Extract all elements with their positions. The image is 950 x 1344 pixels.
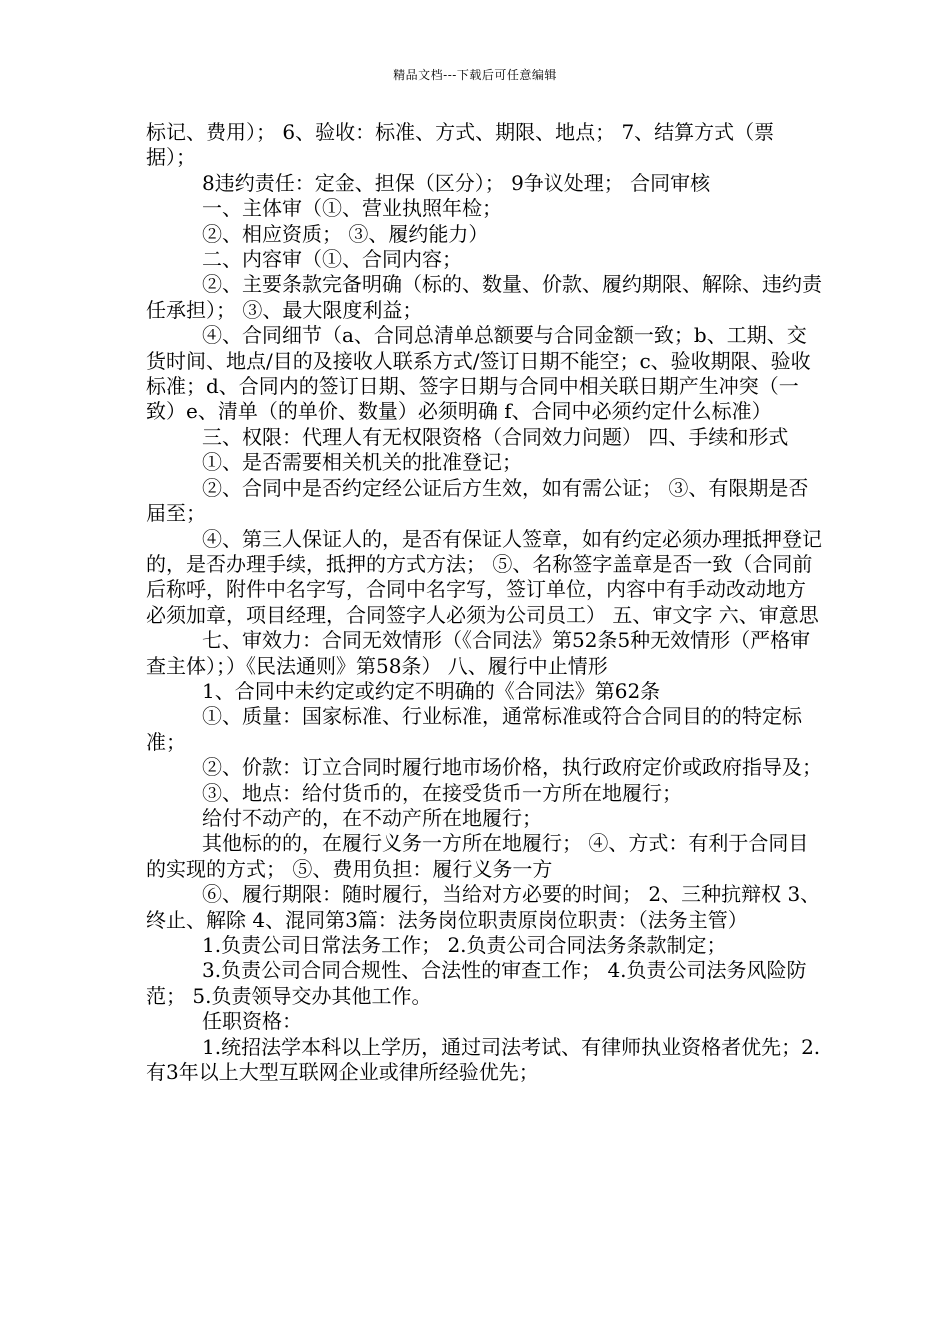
paragraph: 标记、费用）； 6、验收：标准、方式、期限、地点； 7、结算方式（票据）； [146,120,775,170]
paragraph: ②、相应资质； ③、履约能力） [202,221,489,246]
paragraph: ②、价款：订立合同时履行地市场价格，执行政府定价或政府指导及； [202,755,822,780]
paragraph: 其他标的的，在履行义务一方所在地履行； ④、方式：有利于合同目的实现的方式； ⑤、费用负担：履行义务一方 [146,831,809,881]
document-body [146,120,822,1085]
paragraph: ⑥、履行期限：随时履行，当给对方必要的时间； 2、三种抗辩权 3、终止、解除 4、混同第3篇：法务岗位职责原岗位职责：（法务主管） [146,882,821,932]
paragraph: 1、合同中未约定或约定不明确的《合同法》第62条 [202,678,661,703]
paragraph: 1.统招法学本科以上学历，通过司法考试、有律师执业资格者优先；2.有3年以上大型互联网企业或律所经验优先； [146,1034,821,1085]
paragraph: 一、主体审（①、营业执照年检； [202,196,502,221]
page-header: 精品文档---下载后可任意编辑 [393,68,557,82]
paragraph: ②、合同中是否约定经公证后方生效，如有需公证； ③、有限期是否届至； [146,475,809,526]
paragraph: 三、权限：代理人有无权限资格（合同效力问题） 四、手续和形式 [202,424,789,449]
paragraph: ①、是否需要相关机关的批准登记； [202,450,522,475]
paragraph: ③、地点：给付货币的，在接受货币一方所在地履行； [202,780,682,805]
paragraph: ①、质量：国家标准、行业标准，通常标准或符合合同目的的特定标准； [146,704,802,754]
paragraph: 给付不动产的，在不动产所在地履行； [202,805,542,830]
paragraph: ②、主要条款完备明确（标的、数量、价款、履约期限、解除、违约责任承担）； ③、最大限度利益； [146,272,822,322]
paragraph: ④、第三人保证人的，是否有保证人签章，如有约定必须办理抵押登记的，是否办理手续，抵押的方式方法； ⑤、名称签字盖章是否一致（合同前后称呼，附件中名字写，合同中名字写，签订单位，内容中有手动改动地方必须加章，项目经理，合同签字人必须为公司员工） 五、审文字 六、审意思 [146,526,822,627]
paragraph: 8违约责任：定金、担保（区分）； 9争议处理； 合同审核 [202,170,711,195]
paragraph: 七、审效力：合同无效情形（《合同法》第52条5种无效情形（严格审查主体）；）《民法通则》第58条） 八、履行中止情形 [146,628,811,678]
paragraph: ④、合同细节（a、合同总清单总额要与合同金额一致；b、工期、交货时间、地点/目的及接收人联系方式/签订日期不能空；c、验收期限、验收标准；d、合同内的签订日期、签字日期与合同中相关联日期产生冲突（一致）e、清单（的单价、数量）必须明确 f、合同中必须约定什么标准） [146,323,811,424]
paragraph: 3.负责公司合同合规性、合法性的审查工作； 4.负责公司法务风险防范； 5.负责领导交办其他工作。 [146,958,807,1008]
paragraph: 任职资格： [202,1009,302,1034]
paragraph: 二、内容审（①、合同内容； [202,247,462,272]
paragraph: 1.负责公司日常法务工作； 2.负责公司合同法务条款制定； [202,933,727,957]
